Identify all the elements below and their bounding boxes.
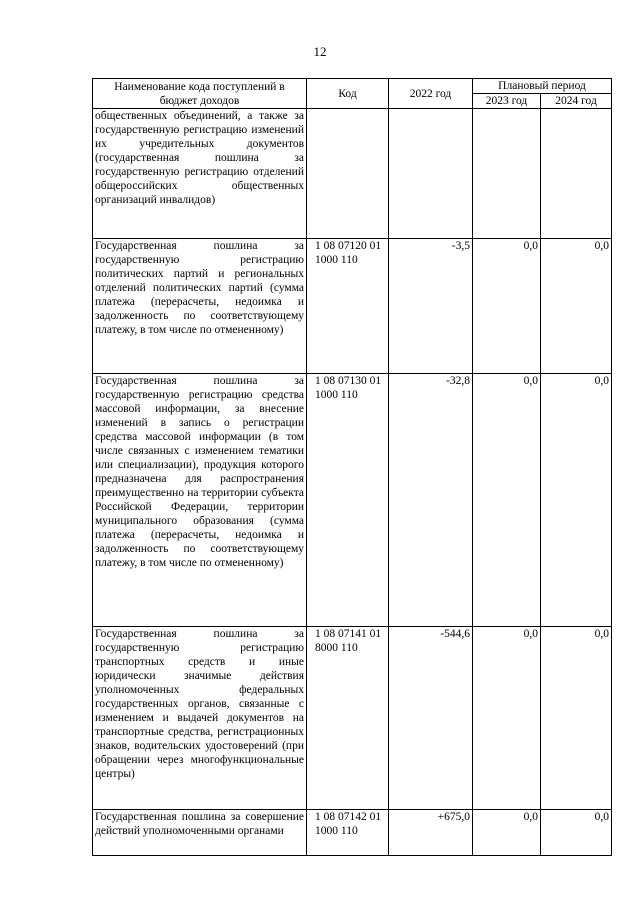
row-2023: 0,0 xyxy=(473,810,541,856)
row-2024: 0,0 xyxy=(541,627,612,810)
header-2023: 2023 год xyxy=(473,94,541,109)
row-2022: -3,5 xyxy=(389,239,473,374)
row-2024: 0,0 xyxy=(541,810,612,856)
page-number: 12 xyxy=(313,44,327,59)
row-2024: 0,0 xyxy=(541,239,612,374)
row-code xyxy=(307,109,389,239)
row-code: 1 08 07130 01 1000 110 xyxy=(307,374,389,627)
header-name: Наименование кода поступлений в бюджет доходов xyxy=(93,79,307,109)
row-name: Государственная пошлина за государственную регистрацию политических партий и региональных отделений политических партий (сумма платежа (перерасчеты, недоимка и задолженность по соответствующему платежу, в том числе по отмененному) xyxy=(93,239,307,374)
table-row xyxy=(93,627,612,810)
table-row xyxy=(93,374,612,627)
row-2022: -32,8 xyxy=(389,374,473,627)
row-2023: 0,0 xyxy=(473,374,541,627)
row-2024 xyxy=(541,109,612,239)
header-2022: 2022 год xyxy=(389,79,473,109)
row-2023: 0,0 xyxy=(473,627,541,810)
row-2022: -544,6 xyxy=(389,627,473,810)
header-2024: 2024 год xyxy=(541,94,612,109)
table-row xyxy=(93,239,612,374)
row-2023: 0,0 xyxy=(473,239,541,374)
row-code: 1 08 07120 01 1000 110 xyxy=(307,239,389,374)
row-code: 1 08 07142 01 1000 110 xyxy=(307,810,389,856)
table-row xyxy=(93,109,612,239)
row-name: общественных объединений, а также за государственную регистрацию изменений их учредительных документов (государственная пошлина за государственную регистрацию отделений общероссийских общественных организаций инвалидов) xyxy=(93,109,307,239)
row-name: Государственная пошлина за государственную регистрацию средства массовой информации, за внесение изменений в запись о регистрации средства массовой информации (в том числе связанных с изменением тематики или специализации), продукция которого предназначена для распространения преимущественно на территории субъекта Российской Федерации, территории муниципального образования (сумма платежа (перерасчеты, недоимка и задолженность по соответствующему платежу, в том числе по отмененному) xyxy=(93,374,307,627)
row-2022: +675,0 xyxy=(389,810,473,856)
row-2024: 0,0 xyxy=(541,374,612,627)
header-code: Код xyxy=(307,79,389,109)
header-plan-period: Плановый период xyxy=(473,79,612,94)
row-2023 xyxy=(473,109,541,239)
budget-revenue-table xyxy=(92,78,612,856)
row-code: 1 08 07141 01 8000 110 xyxy=(307,627,389,810)
row-name: Государственная пошлина за совершение действий уполномоченными органами xyxy=(93,810,307,856)
row-2022 xyxy=(389,109,473,239)
row-name: Государственная пошлина за государственную регистрацию транспортных средств и иные юридически значимые действия уполномоченных федеральных государственных органов, связанные с изменением и выдачей документов на транспортные средства, регистрационных знаков, водительских удостоверений (при обращении через многофункциональные центры) xyxy=(93,627,307,810)
table-row xyxy=(93,810,612,856)
